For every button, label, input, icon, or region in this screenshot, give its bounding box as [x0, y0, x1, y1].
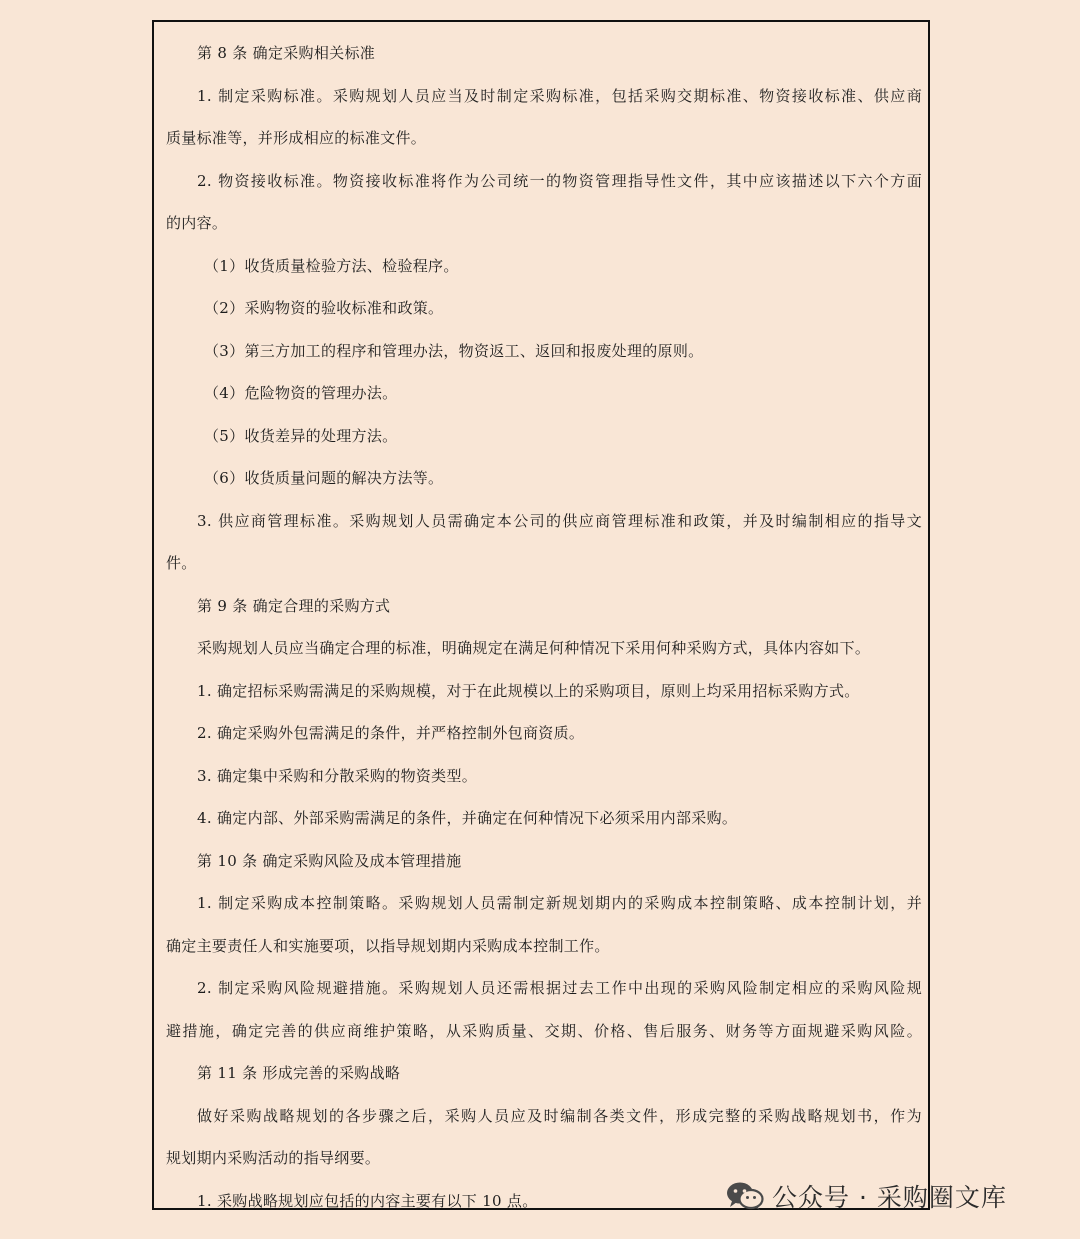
paragraph-line: 2. 物资接收标准。物资接收标准将作为公司统一的物资管理指导性文件，其中应该描述以下六个方面 — [197, 171, 922, 190]
paragraph-line: （6）收货质量问题的解决方法等。 — [204, 469, 444, 487]
paragraph-line: 3. 确定集中采购和分散采购的物资类型。 — [197, 766, 478, 785]
paragraph-line: 1. 采购战略规划应包括的内容主要有以下 10 点。 — [197, 1191, 538, 1210]
paragraph-line: （5）收货差异的处理方法。 — [204, 426, 398, 445]
paragraph-line: 件。 — [166, 554, 197, 572]
document-body — [166, 32, 922, 1222]
paragraph-line: 1. 确定招标采购需满足的采购规模，对于在此规模以上的采购项目，原则上均采用招标采购方式。 — [197, 681, 860, 700]
paragraph-line: 采购规划人员应当确定合理的标准，明确规定在满足何种情况下采用何种采购方式，具体内容如下。 — [197, 639, 871, 657]
article-heading: 第 10 条 确定采购风险及成本管理措施 — [197, 851, 462, 870]
paragraph-line: 质量标准等，并形成相应的标准文件。 — [166, 129, 427, 147]
watermark — [726, 1176, 1007, 1216]
paragraph-line: 规划期内采购活动的指导纲要。 — [166, 1149, 381, 1167]
document-page — [152, 20, 930, 1210]
paragraph-line: 1. 制定采购标准。采购规划人员应当及时制定采购标准，包括采购交期标准、物资接收标准、供应商 — [197, 86, 922, 105]
paragraph-line: 2. 确定采购外包需满足的条件，并严格控制外包商资质。 — [197, 724, 585, 742]
paragraph-line: 3. 供应商管理标准。采购规划人员需确定本公司的供应商管理标准和政策，并及时编制相应的指导文 — [197, 511, 922, 530]
paragraph-line: 的内容。 — [166, 214, 228, 232]
article-heading: 第 9 条 确定合理的采购方式 — [197, 596, 391, 615]
paragraph-line: 4. 确定内部、外部采购需满足的条件，并确定在何种情况下必须采用内部采购。 — [197, 809, 738, 827]
watermark-text: 公众号 · 采购圈文库 — [772, 1183, 1007, 1212]
paragraph-line: 避措施，确定完善的供应商维护策略，从采购质量、交期、价格、售后服务、财务等方面规避采购风险。 — [166, 1021, 922, 1040]
paragraph-line: 1. 制定采购成本控制策略。采购规划人员需制定新规划期内的采购成本控制策略、成本控制计划，并 — [197, 894, 922, 912]
wechat-icon — [726, 1181, 764, 1211]
article-heading: 第 8 条 确定采购相关标准 — [197, 44, 376, 62]
paragraph-line: 确定主要责任人和实施要项，以指导规划期内采购成本控制工作。 — [166, 936, 610, 955]
paragraph-line: （2）采购物资的验收标准和政策。 — [204, 299, 444, 317]
article-heading: 第 11 条 形成完善的采购战略 — [197, 1064, 401, 1082]
paragraph-line: （4）危险物资的管理办法。 — [204, 384, 398, 402]
paragraph-line: 2. 制定采购风险规避措施。采购规划人员还需根据过去工作中出现的采购风险制定相应的采购风险规 — [197, 979, 922, 997]
paragraph-line: （1）收货质量检验方法、检验程序。 — [204, 256, 459, 275]
paragraph-line: （3）第三方加工的程序和管理办法，物资返工、返回和报废处理的原则。 — [204, 341, 704, 360]
paragraph-line: 做好采购战略规划的各步骤之后，采购人员应及时编制各类文件，形成完整的采购战略规划书，作为 — [197, 1106, 922, 1125]
